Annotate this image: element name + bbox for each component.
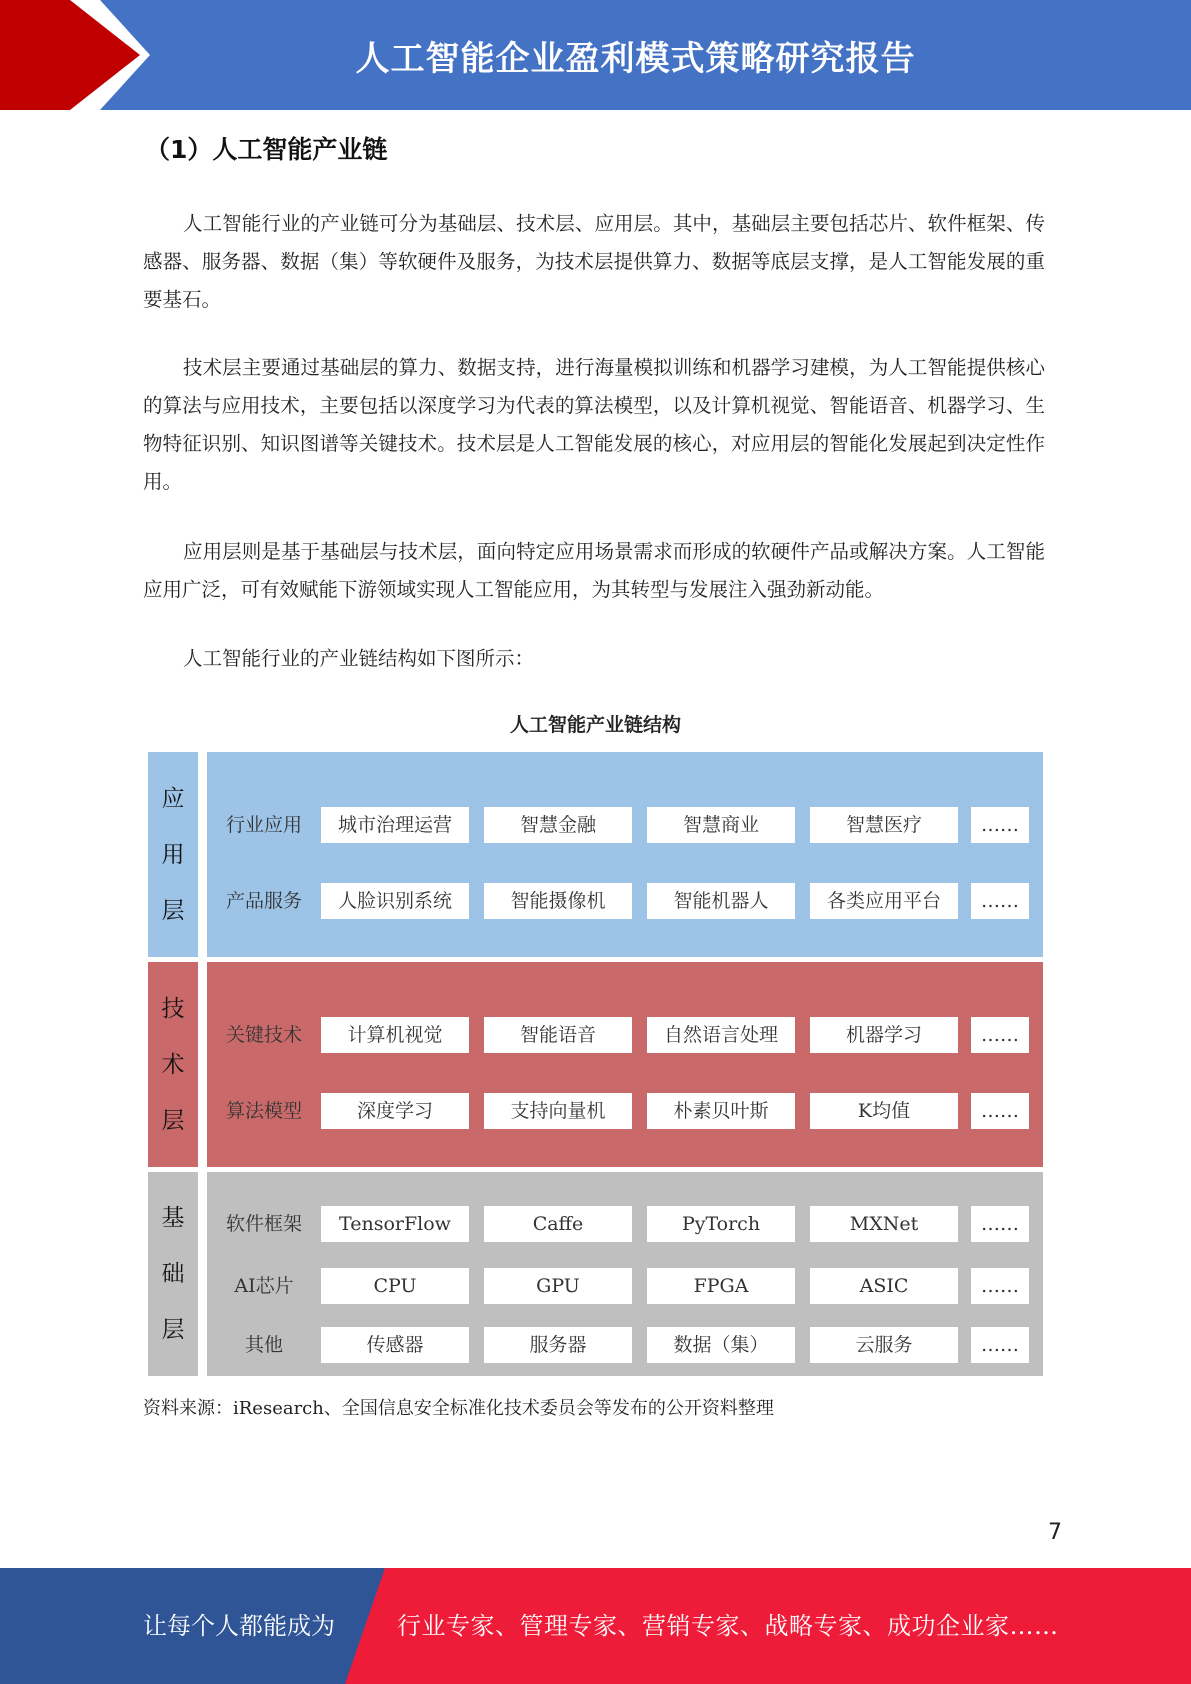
footer-slogan-left: 让每个人都能成为 [143,1612,335,1640]
layer-name-application [148,752,198,957]
row-ai-chip [207,1268,1043,1304]
cell: 智慧医疗 [810,807,958,843]
cell: 深度学习 [321,1093,469,1129]
layer-name-char: 用 [161,841,185,868]
cell: 智慧金融 [484,807,632,843]
cell-ellipsis: …… [971,1017,1029,1053]
cell: 传感器 [321,1327,469,1363]
row-label: AI芯片 [234,1275,294,1297]
cell: 机器学习 [810,1017,958,1053]
cell: CPU [321,1268,469,1304]
cell: 智能摄像机 [484,883,632,919]
cell: Caffe [484,1206,632,1242]
layer-name-char: 技 [161,995,185,1022]
header-banner [0,0,1191,110]
row-label: 软件框架 [225,1213,302,1235]
cell: 朴素贝叶斯 [647,1093,795,1129]
row-label: 产品服务 [225,890,302,912]
figure-title: 人工智能产业链结构 [509,714,681,736]
cell: 智能机器人 [647,883,795,919]
cell: MXNet [810,1206,958,1242]
row-label: 其他 [244,1334,283,1356]
cell-ellipsis: …… [971,1206,1029,1242]
layer-name-char: 础 [161,1261,185,1287]
layer-name-char: 术 [161,1051,185,1078]
cell-ellipsis: …… [971,1093,1029,1129]
footer-banner [0,1568,1191,1684]
figure-source: 资料来源：iResearch、全国信息安全标准化技术委员会等发布的公开资料整理 [143,1398,774,1419]
cell-ellipsis: …… [971,807,1029,843]
layer-name-base [148,1172,198,1376]
cell: 智能语音 [484,1017,632,1053]
row-label: 算法模型 [225,1100,302,1122]
layer-block-technology [207,962,1043,1167]
row-software-framework [207,1206,1043,1242]
row-product-service [207,883,1043,919]
paragraph-base-layer: 人工智能行业的产业链可分为基础层、技术层、应用层。其中，基础层主要包括芯片、软件框架、传感器、服务器、数据（集）等软硬件及服务，为技术层提供算力、数据等底层支撑，是人工智能发展的重要基石。 [143,212,1045,311]
cell: 云服务 [810,1327,958,1363]
layer-name-char: 层 [161,1107,185,1134]
cell: TensorFlow [321,1206,469,1242]
cell: 数据（集） [647,1327,795,1363]
row-label: 行业应用 [225,814,302,836]
cell: 计算机视觉 [321,1017,469,1053]
layer-block-application [207,752,1043,957]
cell: PyTorch [647,1206,795,1242]
layer-name-char: 层 [161,1317,185,1343]
layer-name-technology [148,962,198,1167]
row-other [207,1327,1043,1363]
cell: FPGA [647,1268,795,1304]
cell-ellipsis: …… [971,1268,1029,1304]
row-key-technology [207,1017,1043,1053]
layer-name-char: 应 [161,785,185,812]
paragraph-tech-layer: 技术层主要通过基础层的算力、数据支持，进行海量模拟训练和机器学习建模，为人工智能提供核心的算法与应用技术，主要包括以深度学习为代表的算法模型，以及计算机视觉、智能语音、机器学习、生物特征识别、知识图谱等关键技术。技术层是人工智能发展的核心，对应用层的智能化发展起到决定性作用。 [143,356,1045,493]
row-algorithm-model [207,1093,1043,1129]
cell: K均值 [810,1093,958,1129]
cell: 各类应用平台 [810,883,958,919]
cell: 服务器 [484,1327,632,1363]
cell-ellipsis: …… [971,883,1029,919]
cell: ASIC [810,1268,958,1304]
row-label: 关键技术 [225,1024,302,1046]
cell: 智慧商业 [647,807,795,843]
paragraph-app-layer: 应用层则是基于基础层与技术层，面向特定应用场景需求而形成的软硬件产品或解决方案。人工智能应用广泛，可有效赋能下游领域实现人工智能应用，为其转型与发展注入强劲新动能。 [143,540,1045,601]
cell: 城市治理运营 [321,807,469,843]
section-heading: （1）人工智能产业链 [145,135,388,164]
cell-ellipsis: …… [971,1327,1029,1363]
footer-slogan-right: 行业专家、管理专家、营销专家、战略专家、成功企业家…… [397,1612,1059,1640]
report-title: 人工智能企业盈利模式策略研究报告 [355,38,916,79]
cell: 人脸识别系统 [321,883,469,919]
row-industry-application [207,807,1043,843]
page-number: 7 [1048,1520,1062,1545]
paragraph-figure-intro: 人工智能行业的产业链结构如下图所示： [183,647,535,670]
layer-name-char: 层 [161,897,185,924]
cell: GPU [484,1268,632,1304]
cell: 支持向量机 [484,1093,632,1129]
layer-name-char: 基 [161,1205,185,1231]
cell: 自然语言处理 [647,1017,795,1053]
